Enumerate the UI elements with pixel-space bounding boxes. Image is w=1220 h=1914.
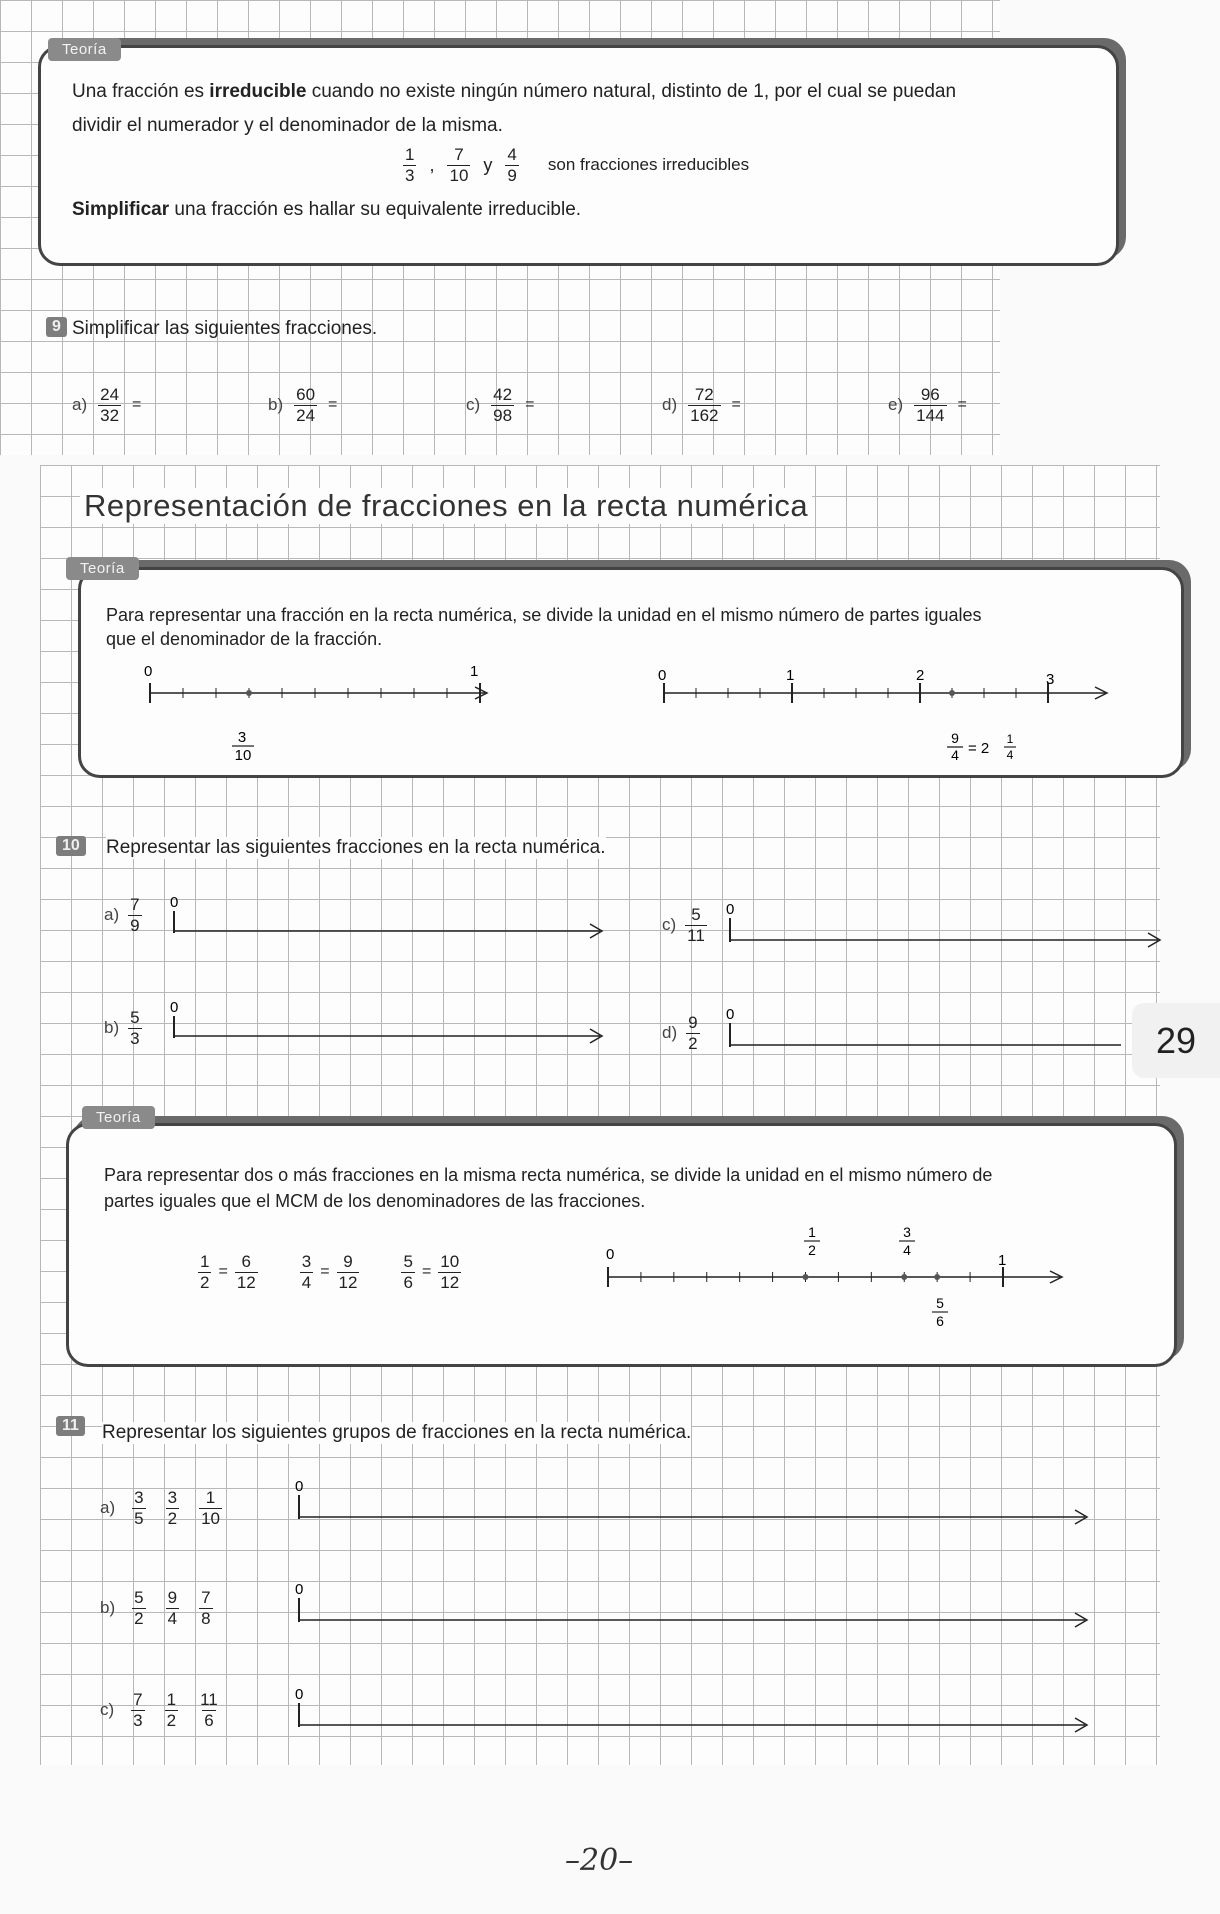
- fraction-point: [246, 690, 252, 696]
- theory3-line1: Para representar dos o más fracciones en la misma recta numérica, se divide la unidad en el mismo número de: [104, 1165, 993, 1185]
- fraction-point: [934, 1274, 940, 1280]
- exercise-title: Representar los siguientes grupos de fracciones en la recta numérica.: [102, 1422, 692, 1443]
- exercise9-item-b[interactable]: b) $\frac{60}{24}$ =: [268, 385, 338, 425]
- svg-text:5: 5: [936, 1295, 944, 1311]
- exercise11-item-c[interactable]: c) $\frac{7}{3}$ $\frac{1}{2}$ $\frac{11}{6}$: [100, 1690, 218, 1730]
- exercise9-item-c[interactable]: c) $\frac{42}{98}$ =: [466, 385, 535, 425]
- theory1-line2: dividir el numerador y el denominador de la misma.: [72, 115, 503, 136]
- tick-label-1: 1: [786, 667, 795, 684]
- exercise11-item-b[interactable]: b) $\frac{5}{2}$ $\frac{9}{4}$ $\frac{7}{8}$: [100, 1588, 211, 1628]
- fraction: $\frac{24}{32}$: [100, 385, 120, 425]
- theory3-equalities: $\frac{1}{2}$ = $\frac{6}{12}$ $\frac{3}{4}$ = $\frac{9}{12}$ $\frac{5}{6}$ = $\frac{10}{12}$: [200, 1252, 460, 1292]
- svg-text:2: 2: [808, 1242, 816, 1258]
- exercise11-numberline-b[interactable]: [285, 1580, 1090, 1630]
- theory1-fraction-examples: $\frac{1}{3}$ , $\frac{7}{10}$ y $\frac{4}{9}$ son fracciones irreducibles: [405, 145, 750, 185]
- fraction: $\frac{60}{24}$: [296, 385, 316, 425]
- tick-label-0: 0: [606, 1246, 615, 1263]
- theory2-numberline-b: [650, 660, 1120, 760]
- tick-label-0: 0: [658, 667, 667, 684]
- tick-label-1: 1: [470, 663, 479, 680]
- theory-tab: Teoría: [48, 38, 121, 61]
- svg-text:6: 6: [936, 1313, 944, 1329]
- page-number-tab: 29: [1132, 1003, 1220, 1078]
- exercise10-item-b[interactable]: b) $\frac{5}{3}$: [104, 1008, 140, 1048]
- tick-label-2: 2: [916, 667, 925, 684]
- tick-label-1: 1: [998, 1252, 1007, 1269]
- fraction: $\frac{7}{9}$: [130, 895, 140, 935]
- svg-text:0: 0: [726, 1006, 735, 1023]
- theory-tab: Teoría: [66, 557, 139, 580]
- theory-tab: Teoría: [82, 1106, 155, 1129]
- exercise-number: 10: [56, 836, 86, 856]
- exercise11-numberline-c[interactable]: [285, 1685, 1090, 1735]
- fraction: $\frac{1}{3}$: [405, 145, 415, 185]
- exercise9-item-e[interactable]: e) $\frac{96}{144}$ =: [888, 385, 967, 425]
- exercise10-item-d[interactable]: d) $\frac{9}{2}$: [662, 1013, 698, 1053]
- exercise11-item-a[interactable]: a) $\frac{3}{5}$ $\frac{3}{2}$ $\frac{1}{10}$: [100, 1488, 220, 1528]
- exercise10-item-c[interactable]: c) $\frac{5}{11}$: [662, 905, 705, 945]
- svg-text:0: 0: [170, 999, 179, 1016]
- theory3-numberline: [600, 1225, 1070, 1335]
- exercise10-numberline-c[interactable]: [716, 900, 1166, 950]
- theory2-numberline-a: [130, 660, 610, 760]
- fraction: $\frac{4}{9}$: [507, 145, 517, 185]
- exercise9-item-d[interactable]: d) $\frac{72}{162}$ =: [662, 385, 741, 425]
- fraction-point: [803, 1274, 809, 1280]
- section-title: Representación de fracciones en la recta numérica: [80, 488, 812, 524]
- fraction: $\frac{96}{144}$: [916, 385, 945, 425]
- svg-text:0: 0: [295, 1686, 304, 1703]
- exercise-number: 9: [46, 317, 67, 337]
- theory1-line3: Simplificar una fracción es hallar su equivalente irreducible.: [72, 199, 582, 220]
- fraction-denominator: 10: [234, 747, 252, 760]
- svg-text:3: 3: [903, 1225, 911, 1240]
- fraction-numerator: 9: [951, 730, 959, 746]
- svg-text:0: 0: [295, 1478, 304, 1495]
- fraction: $\frac{42}{98}$: [493, 385, 513, 425]
- theory2-line1: Para representar una fracción en la recta numérica, se divide la unidad en el mismo número de partes iguales: [106, 605, 982, 625]
- fraction: $\frac{7}{10}$: [449, 145, 469, 185]
- fraction: $\frac{5}{11}$: [687, 905, 705, 945]
- mixed-equals: = 2: [968, 740, 990, 757]
- fraction: $\frac{5}{3}$: [130, 1008, 140, 1048]
- fraction-numerator: 3: [237, 729, 247, 746]
- fraction: $\frac{72}{162}$: [690, 385, 719, 425]
- mixed-numerator: 1: [1006, 732, 1014, 746]
- tick-label-3: 3: [1046, 671, 1055, 688]
- exercise10-item-a[interactable]: a) $\frac{7}{9}$: [104, 895, 140, 935]
- svg-text:1: 1: [808, 1225, 816, 1240]
- fraction-denominator: 4: [951, 747, 959, 760]
- exercise-title: Representar las siguientes fracciones en la recta numérica.: [106, 837, 606, 858]
- fraction: $\frac{9}{2}$: [688, 1013, 698, 1053]
- svg-text:0: 0: [295, 1581, 304, 1598]
- mixed-denominator: 4: [1006, 748, 1014, 760]
- handwritten-page-number: –20–: [565, 1843, 634, 1878]
- exercise-number: 11: [56, 1416, 85, 1436]
- fraction-point: [949, 690, 955, 696]
- exercise10-numberline-a[interactable]: [160, 893, 610, 943]
- exercise10-numberline-d[interactable]: [716, 1005, 1126, 1055]
- exercise9-item-a[interactable]: a) $\frac{24}{32}$ =: [72, 385, 142, 425]
- exercise-title: Simplificar las siguientes fracciones.: [72, 318, 378, 339]
- exercise11-numberline-a[interactable]: [285, 1477, 1090, 1527]
- svg-text:0: 0: [170, 894, 179, 911]
- svg-text:0: 0: [726, 901, 735, 918]
- fraction-point: [901, 1274, 907, 1280]
- theory1-line1: Una fracción es irreducible cuando no existe ningún número natural, distinto de 1, por el cual se puedan: [72, 81, 957, 102]
- svg-text:4: 4: [903, 1242, 911, 1258]
- exercise10-numberline-b[interactable]: [160, 998, 610, 1048]
- theory2-line2: que el denominador de la fracción.: [106, 629, 383, 649]
- theory3-line2: partes iguales que el MCM de los denominadores de las fracciones.: [104, 1191, 646, 1211]
- tick-label-0: 0: [144, 663, 153, 680]
